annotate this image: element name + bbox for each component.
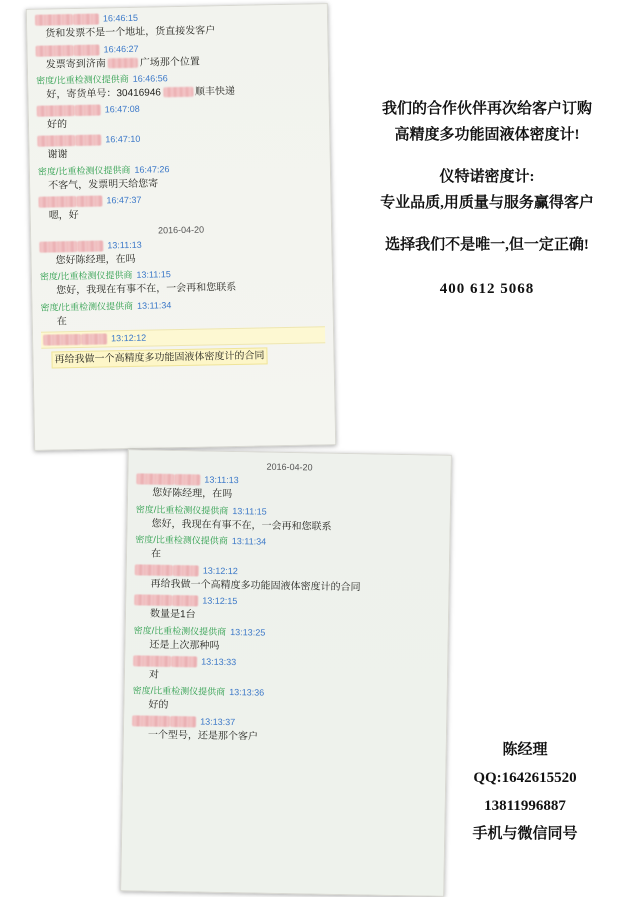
avatar (37, 105, 75, 117)
spacer (344, 258, 630, 274)
sender-name: 密度/比重检测仪提供商 (132, 685, 226, 698)
contact-qq: QQ:1642615520 (473, 770, 577, 786)
message-time: 13:11:13 (107, 239, 142, 251)
nickname-blur (75, 105, 101, 116)
promo-text-block (344, 96, 630, 304)
promo-line-3: 仪特诺密度计: (439, 169, 535, 185)
nickname-blur (76, 195, 102, 206)
message-time: 13:13:25 (230, 626, 266, 638)
avatar (132, 716, 170, 728)
chat-row-highlighted (41, 326, 325, 349)
contact-block (420, 736, 630, 848)
message-text: 您好，我现在有事不在，一会再和您联系 (56, 282, 237, 297)
nickname-blur (172, 595, 198, 606)
chat-screenshot-bottom (120, 449, 452, 897)
message-text: 好的 (46, 119, 68, 131)
message-text: 嗯，好 (48, 209, 79, 222)
message-text: 发票寄到济南 广场那个位置 (45, 56, 200, 71)
avatar (39, 241, 77, 253)
avatar (38, 196, 76, 208)
nickname-blur (77, 241, 103, 252)
contact-name: 陈经理 (502, 742, 548, 758)
spacer (344, 148, 630, 164)
message-text: 您好陈经理，在吗 (55, 254, 136, 267)
message-time: 13:11:15 (232, 505, 267, 517)
message-text-highlighted: 再给我做一个高精度多功能固液体密度计的合同 (51, 347, 267, 368)
avatar (136, 474, 174, 486)
sender-name: 密度/比重检测仪提供商 (133, 624, 227, 637)
sender-name: 密度/比重检测仪提供商 (135, 503, 229, 516)
promo-line-4: 专业品质,用质量与服务赢得客户 (380, 195, 594, 211)
hotline-number: 400 612 5068 (439, 281, 535, 297)
contact-mobile: 13811996887 (484, 798, 566, 814)
message-time: 16:47:37 (106, 194, 142, 206)
message-time: 16:46:27 (103, 43, 139, 54)
nickname-blur (81, 333, 107, 344)
spacer (344, 216, 630, 232)
message-text: 在 (150, 548, 162, 560)
message-time: 16:47:10 (105, 134, 141, 145)
message-time: 13:11:34 (231, 535, 267, 547)
nickname-blur (73, 44, 99, 55)
avatar (133, 655, 171, 667)
avatar (35, 14, 73, 26)
redaction-blur (163, 87, 193, 98)
message-text: 还是上次那种吗 (149, 639, 220, 652)
nickname-blur (171, 656, 197, 667)
chat-log-bottom (121, 450, 451, 896)
message-time: 13:11:15 (136, 269, 171, 281)
avatar (135, 564, 173, 576)
sender-name: 密度/比重检测仪提供商 (135, 534, 228, 546)
nickname-blur (173, 565, 199, 576)
message-text: 对 (148, 669, 160, 681)
redaction-blur (108, 58, 138, 69)
nickname-blur (170, 716, 196, 727)
nickname-blur (73, 14, 99, 25)
message-text: 您好，我现在有事不在，一会再和您联系 (151, 518, 332, 533)
message-time: 16:47:08 (104, 103, 140, 115)
message-text: 好，寄货单号：30416946 顺丰快递 (46, 85, 236, 101)
sender-name: 密度/比重检测仪提供商 (36, 73, 129, 86)
message-text: 再给我做一个高精度多功能固液体密度计的合同 (150, 578, 361, 594)
avatar (43, 334, 81, 346)
avatar (134, 595, 172, 607)
message-text: 不客气，发票明天给您寄 (48, 178, 159, 192)
avatar (37, 135, 75, 147)
contact-note: 手机与微信同号 (472, 826, 578, 842)
promo-line-1: 我们的合作伙伴再次给客户订购 (381, 101, 592, 117)
avatar (35, 45, 73, 57)
chat-log-top (27, 4, 335, 450)
nickname-blur (174, 474, 200, 485)
message-text: 好的 (148, 699, 169, 712)
message-time: 16:46:15 (102, 13, 139, 24)
nickname-blur (75, 135, 101, 146)
message-time: 16:47:26 (134, 163, 170, 175)
message-text: 在 (56, 315, 67, 328)
date-separator: 2016-04-20 (157, 224, 205, 236)
message-time: 13:12:12 (111, 332, 147, 344)
message-text: 您好陈经理，在吗 (152, 487, 233, 501)
message-text: 一个型号，还是那个客户 (147, 729, 258, 743)
message-time: 13:12:12 (202, 565, 238, 577)
message-text: 货和发票不是一个地址，货直接发客户 (45, 25, 216, 40)
promo-line-5: 选择我们不是唯一,但一定正确! (385, 237, 589, 253)
message-time: 16:46:56 (132, 73, 168, 84)
message-time: 13:11:13 (204, 474, 239, 486)
message-time: 13:13:37 (200, 716, 236, 728)
date-separator: 2016-04-20 (266, 461, 313, 473)
message-text: 谢谢 (47, 149, 68, 161)
sender-name: 密度/比重检测仪提供商 (39, 270, 133, 283)
message-text: 数量是1台 (149, 608, 196, 621)
chat-screenshot-top (26, 3, 336, 451)
message-time: 13:12:15 (202, 595, 238, 607)
promo-line-2: 高精度多功能固液体密度计! (394, 127, 580, 143)
message-time: 13:11:34 (136, 299, 172, 311)
sender-name: 密度/比重检测仪提供商 (40, 300, 134, 313)
message-time: 13:13:33 (201, 656, 237, 667)
sender-name: 密度/比重检测仪提供商 (37, 164, 131, 177)
message-time: 13:13:36 (229, 687, 265, 698)
